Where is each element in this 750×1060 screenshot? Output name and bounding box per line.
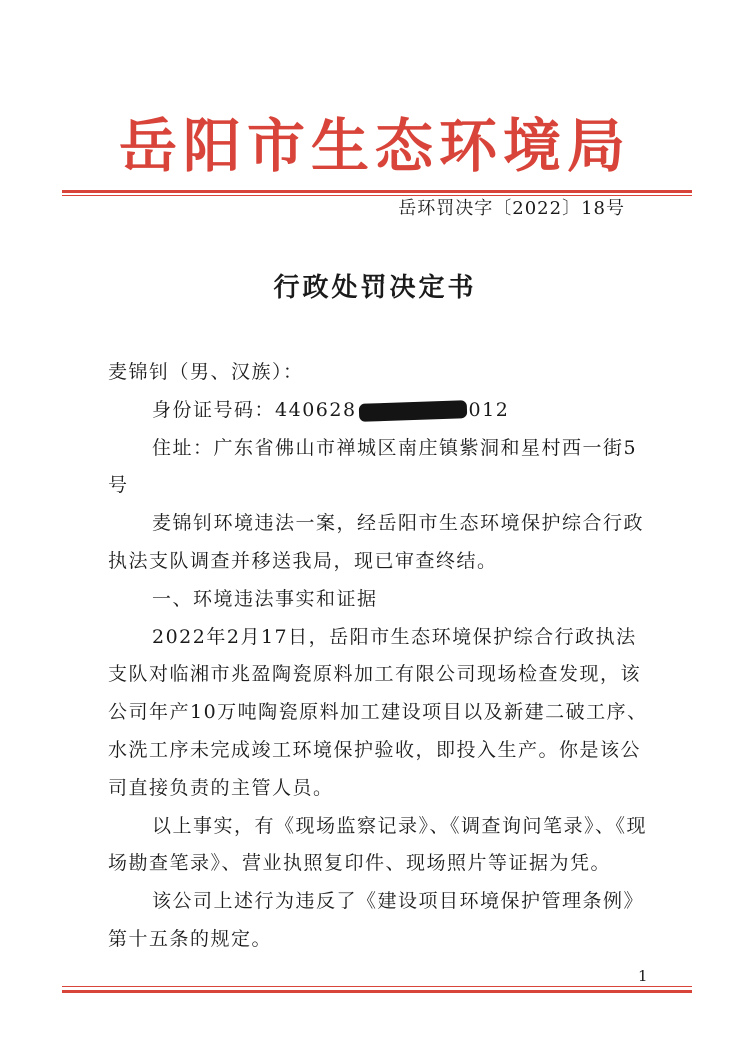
- facts-line-1: 2022年2月17日，岳阳市生态环境保护综合行政执法: [152, 625, 637, 648]
- violation-line-2: 第十五条的规定。: [108, 927, 273, 950]
- intro-line-1: 麦锦钊环境违法一案，经岳阳市生态环境保护综合行政: [152, 512, 645, 535]
- party-address-line-2: 号: [108, 474, 129, 497]
- footer-rule-thick: [62, 990, 692, 993]
- header-rule-thick: [62, 190, 692, 193]
- id-prefix: 440628: [275, 398, 357, 421]
- evidence-line-1: 以上事实，有《现场监察记录》、《调查询问笔录》、《现: [152, 814, 648, 837]
- evidence-line-2: 场勘查笔录》、营业执照复印件、现场照片等证据为凭。: [108, 852, 612, 875]
- redaction-mark: [358, 400, 467, 422]
- party-id: [108, 392, 656, 430]
- document-title: 行政处罚决定书: [273, 273, 477, 303]
- facts-line-3: 公司年产10万吨陶瓷原料加工建设项目以及新建二破工序、: [108, 701, 648, 724]
- agency-header: 岳阳市生态环境局: [118, 112, 631, 180]
- document-number: 岳环罚决字〔2022〕18号: [398, 198, 625, 219]
- footer-rule-thin: [62, 986, 692, 987]
- intro-line-2: 执法支队调查并移送我局，现已审查终结。: [108, 549, 498, 572]
- page-number: 1: [638, 967, 648, 985]
- party-address-line-1: 住址：广东省佛山市禅城区南庄镇紫洞和星村西一街5: [152, 436, 638, 459]
- id-suffix: 012: [468, 398, 510, 421]
- section-heading: 一、环境违法事实和证据: [152, 587, 378, 610]
- id-label: 身份证号码：: [152, 398, 276, 421]
- party-name: 麦锦钊（男、汉族）：: [108, 361, 304, 383]
- facts-line-4: 水洗工序未完成竣工环境保护验收，即投入生产。你是该公: [108, 738, 642, 761]
- facts-line-2: 支队对临湘市兆盈陶瓷原料加工有限公司现场检查发现，该: [108, 663, 642, 686]
- document-body: [108, 354, 656, 959]
- facts-line-5: 司直接负责的主管人员。: [108, 776, 334, 799]
- violation-line-1: 该公司上述行为违反了《建设项目环境保护管理条例》: [152, 890, 645, 913]
